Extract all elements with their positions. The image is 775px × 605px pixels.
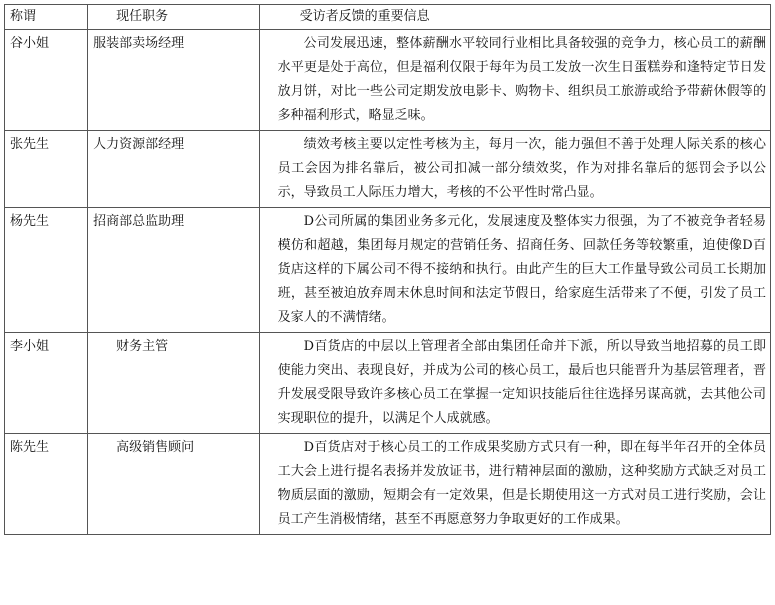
table-row: [5, 434, 771, 535]
row-feedback: D百货店对于核心员工的工作成果奖励方式只有一种，即在每半年召开的全体员工大会上进行提名表扬并发放证书，进行精神层面的激励，这种奖励方式缺乏对员工物质层面的激励，短期会有一定效果，但是长期使用这一方式对员工进行奖励，会让员工产生消极情绪，甚至不再愿意努力争取更好的工作成果。: [259, 434, 770, 535]
row-position: 招商部总监助理: [88, 208, 259, 333]
row-feedback: D百货店的中层以上管理者全部由集团任命并下派，所以导致当地招募的员工即使能力突出、表现良好，并成为公司的核心员工，最后也只能晋升为基层管理者，晋升发展受限导致许多核心员工在掌握一定知识技能后往往选择另谋高就，去其他公司实现职位的提升，以满足个人成就感。: [259, 333, 770, 434]
row-position: 财务主管: [88, 333, 259, 434]
table-row: [5, 131, 771, 208]
table-row: [5, 30, 771, 131]
row-position: 服装部卖场经理: [88, 30, 259, 131]
row-title: 李小姐: [5, 333, 88, 434]
interview-feedback-table: [4, 4, 771, 535]
row-title: 谷小姐: [5, 30, 88, 131]
header-position: 现任职务: [88, 5, 259, 30]
row-feedback: 绩效考核主要以定性考核为主，每月一次，能力强但不善于处理人际关系的核心员工会因为排名靠后，被公司扣减一部分绩效奖，作为对排名靠后的惩罚会予以公示，导致员工人际压力增大，考核的不公平性时常凸显。: [259, 131, 770, 208]
header-row: [5, 5, 771, 30]
table-row: [5, 333, 771, 434]
row-position: 高级销售顾问: [88, 434, 259, 535]
header-title: 称谓: [5, 5, 88, 30]
header-feedback: 受访者反馈的重要信息: [259, 5, 770, 30]
row-title: 张先生: [5, 131, 88, 208]
row-title: 杨先生: [5, 208, 88, 333]
table-row: [5, 208, 771, 333]
row-feedback: 公司发展迅速，整体薪酬水平较同行业相比具备较强的竞争力，核心员工的薪酬水平更是处于高位，但是福利仅限于每年为员工发放一次生日蛋糕券和逢特定节日发放月饼，对比一些公司定期发放电影卡、购物卡、组织员工旅游或给予带薪休假等的多种福利形式，略显乏味。: [259, 30, 770, 131]
row-feedback: D公司所属的集团业务多元化，发展速度及整体实力很强，为了不被竞争者轻易模仿和超越，集团每月规定的营销任务、招商任务、回款任务等较繁重，迫使像D百货店这样的下属公司不得不接纳和执行。由此产生的巨大工作量导致公司员工长期加班，甚至被迫放弃周末休息时间和法定节假日，给家庭生活带来了不便，引发了员工及家人的不满情绪。: [259, 208, 770, 333]
row-title: 陈先生: [5, 434, 88, 535]
row-position: 人力资源部经理: [88, 131, 259, 208]
